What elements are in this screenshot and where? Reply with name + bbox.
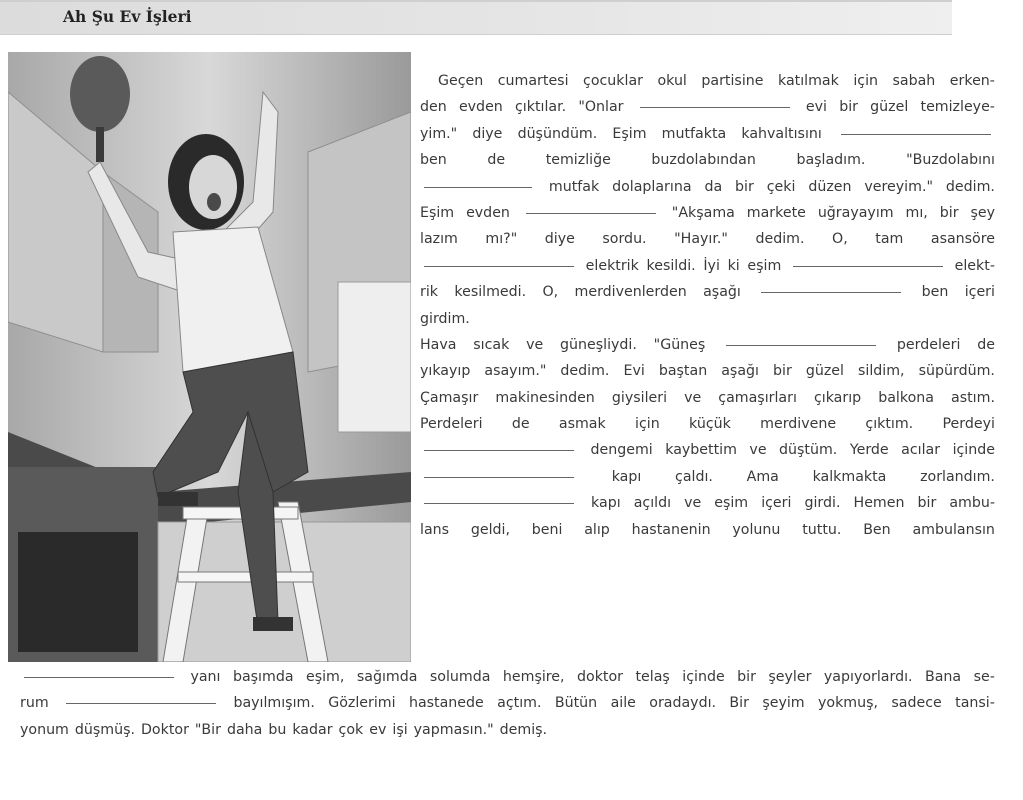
- word: uğrayayım: [817, 204, 894, 221]
- word: se-: [973, 669, 995, 685]
- text-line: [420, 174, 995, 200]
- word: şeyim: [762, 695, 805, 712]
- text-line: [420, 332, 995, 358]
- word: kahvaltısını: [741, 125, 822, 142]
- word: rum: [20, 695, 49, 712]
- fill-in-blank[interactable]: [424, 476, 574, 478]
- word: beni: [531, 521, 563, 538]
- section-header: [0, 0, 952, 35]
- word: elekt-: [954, 257, 995, 274]
- word: sadece: [891, 695, 942, 712]
- word: Eşim: [420, 204, 455, 221]
- fill-in-blank[interactable]: [841, 133, 991, 135]
- word: ben: [420, 152, 447, 169]
- word: yapmasın.": [413, 721, 494, 738]
- word: erken-: [949, 73, 995, 89]
- fill-in-blank[interactable]: [66, 702, 216, 704]
- fill-in-blank[interactable]: [424, 265, 574, 267]
- text-line: [420, 411, 995, 437]
- word: "Onlar: [578, 99, 624, 116]
- word: yim.": [420, 125, 458, 142]
- word: Bana: [925, 669, 962, 685]
- word: de: [977, 336, 995, 353]
- word: ve: [684, 389, 702, 406]
- text-line: [420, 385, 995, 411]
- word: alıp: [584, 521, 610, 538]
- word: geldi,: [470, 521, 510, 538]
- word: diye: [472, 125, 503, 142]
- text-line: [420, 464, 995, 490]
- word: solumda: [429, 669, 491, 685]
- fill-in-blank[interactable]: [24, 676, 174, 678]
- word: eşim: [714, 495, 749, 512]
- word: O,: [542, 284, 559, 301]
- word: Çamaşır: [420, 389, 479, 406]
- word: için: [635, 416, 660, 433]
- word: kapı: [591, 495, 621, 512]
- word: bir: [737, 669, 756, 685]
- word: bir: [839, 99, 858, 116]
- word: içinde: [952, 442, 995, 459]
- word: düşmüş.: [74, 721, 135, 738]
- word: sıcak: [473, 336, 510, 353]
- word: eşim: [747, 257, 782, 274]
- word: Perdeleri: [420, 416, 483, 433]
- word: güzel: [870, 99, 909, 116]
- word: demiş.: [499, 721, 548, 738]
- word: markete: [746, 204, 806, 221]
- word: ben: [921, 284, 949, 301]
- word: ve: [749, 442, 767, 459]
- text-line: [420, 121, 995, 147]
- word: güneşliydi.: [560, 336, 637, 353]
- word: çocuklar: [583, 73, 643, 89]
- word: rik: [420, 284, 438, 301]
- word: sildim,: [858, 363, 905, 380]
- word: yokmuş,: [818, 695, 879, 712]
- text-line: [420, 68, 995, 94]
- fill-in-blank[interactable]: [793, 265, 943, 267]
- word: bir: [939, 204, 959, 221]
- word: mı?": [485, 231, 518, 248]
- word: asansöre: [930, 231, 995, 248]
- word: katılmak: [777, 73, 839, 89]
- word: kesilmedi.: [454, 284, 527, 301]
- word: O,: [832, 231, 848, 248]
- word: düştüm.: [779, 442, 838, 459]
- fill-in-blank[interactable]: [424, 186, 532, 188]
- word: de: [511, 416, 530, 433]
- word: yıkayıp: [420, 363, 471, 380]
- word: kalkmakta: [812, 468, 887, 485]
- word: asayım.": [484, 363, 547, 380]
- word: makinesinden: [495, 389, 595, 406]
- word: asmak: [558, 416, 606, 433]
- word: içeri: [964, 284, 995, 301]
- word: "Bir: [194, 721, 221, 738]
- word: Bir: [729, 695, 749, 712]
- word: Doktor: [141, 721, 189, 738]
- word: kesildi.: [646, 257, 696, 274]
- word: ambu-: [949, 495, 995, 512]
- word: aşağı: [703, 284, 741, 301]
- word: baştan: [658, 363, 708, 380]
- fill-in-blank[interactable]: [424, 502, 574, 504]
- word: merdivenlerden: [574, 284, 687, 301]
- word: ambulansın: [912, 521, 995, 538]
- fill-in-blank[interactable]: [640, 106, 790, 108]
- word: yanı: [190, 669, 221, 685]
- word: güzel: [805, 363, 844, 380]
- text-line: [420, 253, 995, 279]
- word: lans: [420, 521, 450, 538]
- word: mutfakta: [661, 125, 727, 142]
- text-line: [420, 200, 995, 226]
- word: sordu.: [602, 231, 647, 248]
- word: de: [487, 152, 506, 169]
- word: cumartesi: [497, 73, 569, 89]
- word: kaybettim: [665, 442, 737, 459]
- word: bu: [268, 721, 287, 738]
- word: Geçen: [438, 73, 484, 89]
- word: hastanede: [408, 695, 484, 712]
- word: yonum: [20, 721, 69, 738]
- word: dedim.: [945, 178, 995, 195]
- word: vereyim.": [864, 178, 933, 195]
- text-line: [420, 226, 995, 252]
- text-line: [20, 664, 995, 690]
- word: temizleye-: [920, 99, 995, 116]
- word: çıkarıp: [813, 389, 862, 406]
- word: tuttu.: [802, 521, 842, 538]
- word: ve: [684, 495, 702, 512]
- word: Eşim: [612, 125, 647, 142]
- word: daha: [226, 721, 263, 738]
- word: den: [420, 99, 447, 116]
- word: "Buzdolabını: [906, 152, 995, 169]
- word: açıldı: [633, 495, 672, 512]
- fill-in-blank[interactable]: [424, 449, 574, 451]
- word: girdim.: [420, 310, 470, 327]
- word: şeyler: [768, 669, 812, 685]
- word: ve: [526, 336, 544, 353]
- word: perdeleri: [896, 336, 961, 353]
- word: İyi: [703, 257, 720, 274]
- word: kadar: [292, 721, 333, 738]
- word: zorlandım.: [920, 468, 995, 485]
- word: "Güneş: [653, 336, 706, 353]
- word: dedim.: [560, 363, 610, 380]
- word: süpürdüm.: [918, 363, 995, 380]
- woman-cleaning-photo: [8, 52, 411, 662]
- word: telaş: [635, 669, 670, 685]
- word: elektrik: [585, 257, 639, 274]
- word: diye: [544, 231, 575, 248]
- word: çaldı.: [675, 468, 713, 485]
- word: sağımda: [356, 669, 418, 685]
- text-line: [420, 358, 995, 384]
- word: Perdeyi: [942, 416, 995, 433]
- word: Ben: [863, 521, 891, 538]
- word: lazım: [420, 231, 458, 248]
- word: okul: [657, 73, 687, 89]
- word: Gözlerimi: [328, 695, 396, 712]
- word: mı,: [905, 204, 928, 221]
- word: balkona: [878, 389, 934, 406]
- word: çok: [338, 721, 364, 738]
- word: işi: [392, 721, 408, 738]
- word: hastanenin: [631, 521, 711, 538]
- word: giysileri: [611, 389, 668, 406]
- word: kapı: [611, 468, 642, 485]
- word: şey: [970, 204, 995, 221]
- word: çıktılar.: [515, 99, 567, 116]
- text-line: [420, 94, 995, 120]
- word: başımda: [232, 669, 294, 685]
- word: içeri: [761, 495, 792, 512]
- word: içinde: [682, 669, 725, 685]
- word: dedim.: [755, 231, 805, 248]
- word: Bütün: [554, 695, 598, 712]
- word: Ama: [746, 468, 779, 485]
- word: düzen: [808, 178, 852, 195]
- text-line: [420, 437, 995, 463]
- word: temizliğe: [545, 152, 611, 169]
- word: buzdolabından: [651, 152, 756, 169]
- fill-in-blank[interactable]: [526, 212, 656, 214]
- fill-in-blank[interactable]: [726, 344, 876, 346]
- text-line: [420, 306, 995, 332]
- word: dengemi: [590, 442, 653, 459]
- word: hemşire,: [502, 669, 565, 685]
- word: acılar: [901, 442, 941, 459]
- story-paragraph: [420, 68, 995, 543]
- word: partisine: [701, 73, 764, 89]
- text-line: [420, 279, 995, 305]
- word: tam: [875, 231, 904, 248]
- word: doktor: [577, 669, 623, 685]
- word: astım.: [951, 389, 995, 406]
- word: girdi.: [804, 495, 841, 512]
- word: "Hayır.": [674, 231, 728, 248]
- word: Yerde: [849, 442, 889, 459]
- word: küçük: [689, 416, 731, 433]
- word: evden: [466, 204, 510, 221]
- word: oradaydı.: [649, 695, 717, 712]
- word: mutfak: [548, 178, 600, 195]
- section-title: Ah Şu Ev İşleri: [63, 7, 192, 26]
- word: eşim,: [306, 669, 345, 685]
- text-line: [20, 690, 995, 716]
- word: ki: [727, 257, 740, 274]
- word: evi: [805, 99, 827, 116]
- word: Hemen: [853, 495, 905, 512]
- fill-in-blank[interactable]: [761, 291, 901, 293]
- word: dolaplarına: [612, 178, 692, 195]
- word: için: [853, 73, 879, 89]
- word: başladım.: [796, 152, 866, 169]
- word: yolunu: [732, 521, 781, 538]
- word: düşündüm.: [517, 125, 598, 142]
- header-rule: [0, 0, 952, 2]
- story-paragraph-continued: [20, 664, 995, 743]
- word: "Akşama: [671, 204, 735, 221]
- word: aşağı: [721, 363, 759, 380]
- word: çamaşırları: [718, 389, 797, 406]
- word: bir: [773, 363, 792, 380]
- word: bayılmışım.: [233, 695, 315, 712]
- word: sabah: [892, 73, 936, 89]
- word: Evi: [623, 363, 645, 380]
- word: yapıyorlardı.: [823, 669, 913, 685]
- text-line: [420, 490, 995, 516]
- text-line: [420, 517, 995, 543]
- word: çeki: [766, 178, 796, 195]
- word: bir: [735, 178, 754, 195]
- word: bir: [917, 495, 937, 512]
- text-line: [420, 147, 995, 173]
- word: evden: [458, 99, 503, 116]
- text-line: [20, 717, 995, 743]
- word: aile: [610, 695, 636, 712]
- word: da: [704, 178, 723, 195]
- word: merdivene: [760, 416, 837, 433]
- word: tansi-: [955, 695, 995, 712]
- photo-illustration: [8, 52, 411, 662]
- word: çıktım.: [865, 416, 914, 433]
- word: açtım.: [497, 695, 542, 712]
- word: Hava: [420, 336, 457, 353]
- word: ev: [369, 721, 387, 738]
